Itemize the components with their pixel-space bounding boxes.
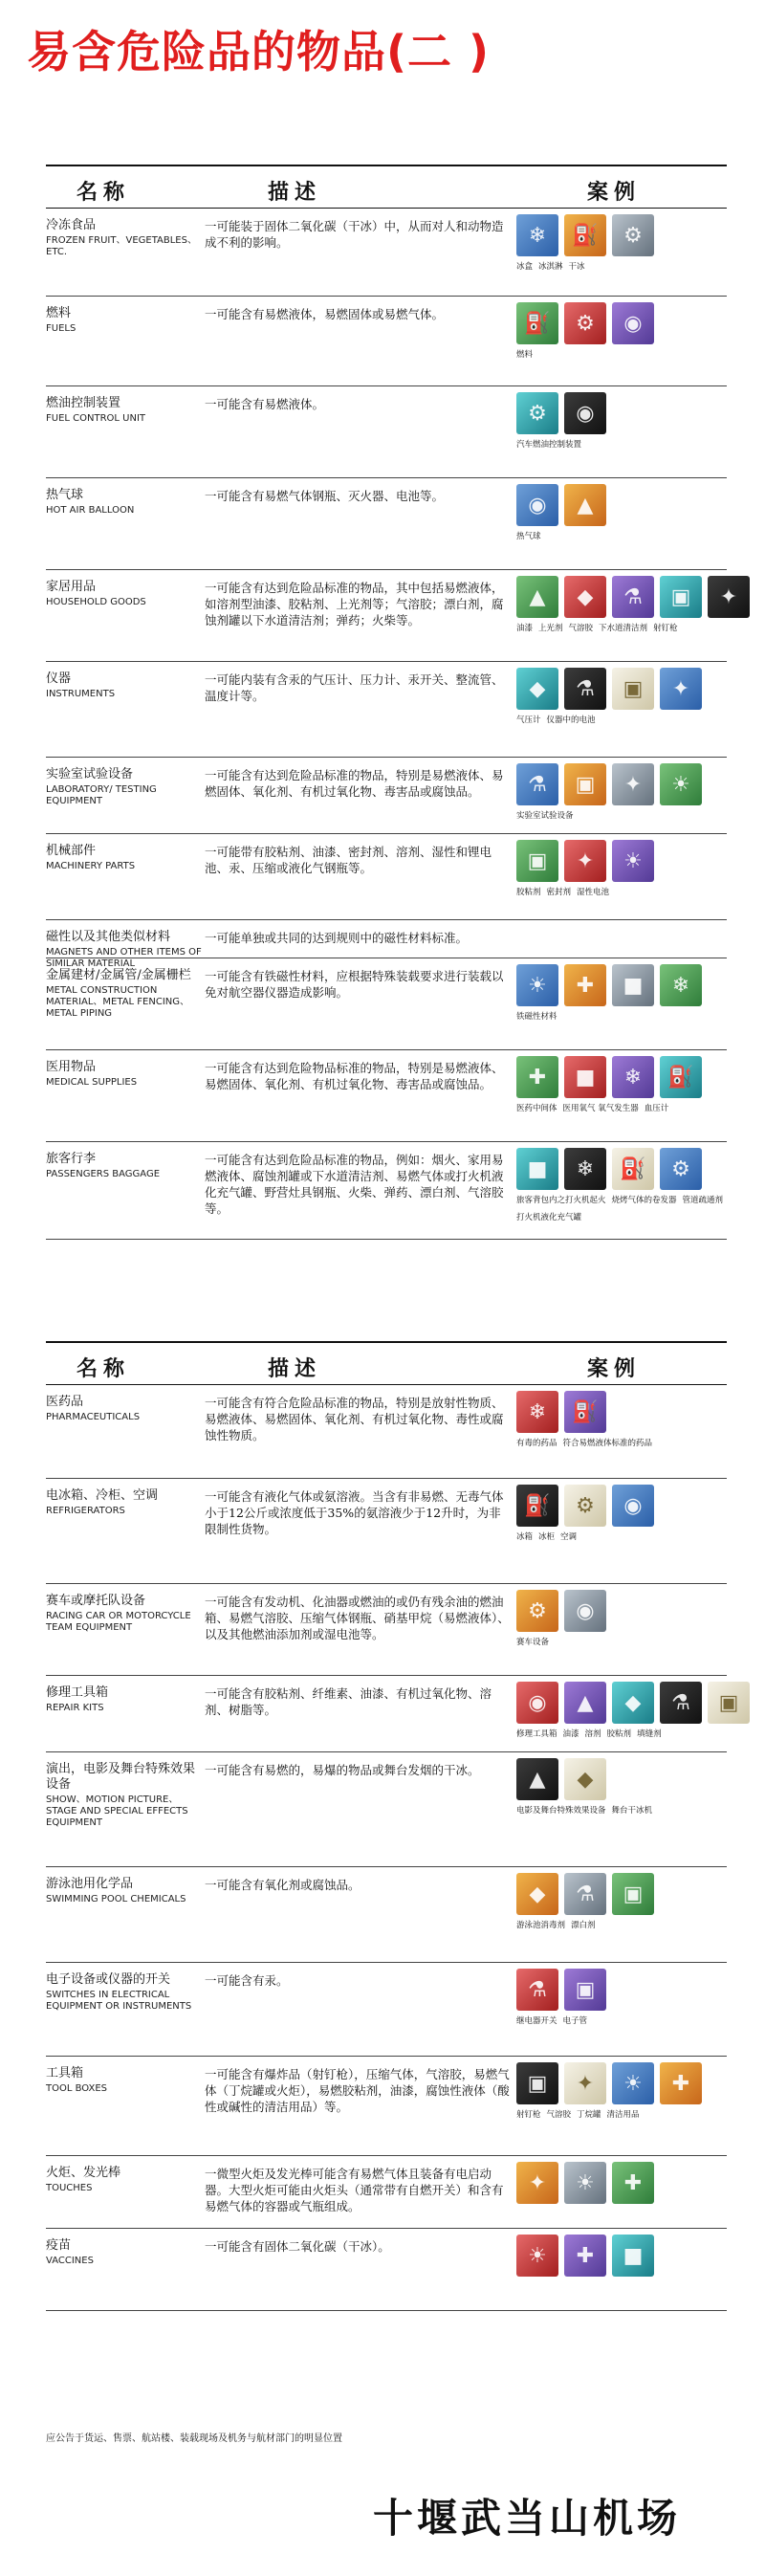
hazard-table-1 (46, 165, 738, 1240)
item-name-en: PASSENGERS BAGGAGE (46, 1169, 161, 1179)
glue-icon: ▣ (516, 840, 558, 882)
table-row (46, 1142, 727, 1240)
item-name (46, 488, 207, 517)
example-caption: 冰柜 (538, 1532, 556, 1542)
example-caption: 干冰 (568, 262, 585, 272)
caulk-icon: ▣ (708, 1682, 750, 1724)
fuel-control-unit-icon: ⚙ (516, 392, 558, 434)
nail-gun-icon: ✦ (708, 576, 750, 618)
vaccine-box-icon: ☀ (516, 2235, 558, 2277)
relay-switch-icon: ⚗ (516, 1969, 558, 2011)
example-images (516, 763, 727, 829)
item-description: 一可能含有达到危险物品标准的物品，特别是易燃液体、易燃固体、氧化剂、有机过氧化物、毒害品或腐蚀品。 (205, 1061, 504, 1091)
stage-effects-icon: ▲ (516, 1758, 558, 1800)
item-name (46, 2238, 207, 2267)
item-description: 一可能含有易燃液体，易燃固体或易燃气体。 (205, 307, 445, 321)
table-row (46, 920, 727, 969)
ice-cream-icon: ⛽ (564, 214, 606, 256)
item-description: 一可能单独或共同的达到规则中的磁性材料标准。 (205, 931, 469, 945)
table-row (46, 209, 727, 297)
cooler-box-icon: ■ (612, 2235, 654, 2277)
footnote: 应公告于货运、售票、航站楼、装载现场及机务与航材部门的明显位置 (46, 2433, 342, 2444)
toxic-drug-icon: ❄ (516, 1391, 558, 1433)
table-row (46, 1385, 727, 1479)
item-name-en: TOOL BOXES (46, 2083, 108, 2094)
item-name (46, 1594, 207, 1634)
item-name-cn: 游泳池用化学品 (46, 1877, 134, 1891)
item-name-en: MEDICAL SUPPLIES (46, 1077, 138, 1088)
item-name-en: SHOW、MOTION PICTURE、STAGE AND SPECIAL EFFECTS EQUIPMENT (46, 1794, 188, 1828)
item-description: 一可能含有达到危险品标准的物品，其中包括易燃液体，如溶剂型油漆、胶粘剂、上光剂等；气溶胶；漂白剂，腐蚀剂罐以下水道清洁剂；弹药；火柴等。 (205, 581, 504, 627)
item-description: 一可能含有铁磁性材料，应根据特殊装载要求进行装载以免对航空器仪器造成影响。 (205, 969, 504, 1000)
item-name-cn: 疫苗 (46, 2238, 72, 2253)
example-caption: 有毒的药品 (516, 1439, 557, 1448)
table-row (46, 478, 727, 570)
item-description: 一可能含有易燃液体。 (205, 397, 325, 411)
example-caption: 铁磁性材料 (516, 1012, 557, 1022)
example-caption: 医用氧气 氧气发生器 (562, 1104, 639, 1113)
item-name-cn: 电冰箱、冷柜、空调 (46, 1488, 159, 1503)
table-row (46, 1752, 727, 1867)
metal-ring-icon: ■ (612, 964, 654, 1006)
item-name (46, 672, 207, 700)
example-caption: 下水道清洁剂 (599, 624, 648, 633)
freezer-icon: ⚙ (564, 1485, 606, 1527)
curling-iron-icon: ❄ (564, 1148, 606, 1190)
example-images (516, 1682, 739, 1748)
barometer-icon: ◆ (516, 668, 558, 710)
example-images (516, 302, 727, 382)
item-name (46, 1762, 207, 1829)
butane-can-icon: ☀ (612, 2062, 654, 2104)
item-name (46, 2166, 207, 2194)
example-images (516, 2062, 727, 2151)
nail-gun-tool-icon: ▣ (516, 2062, 558, 2104)
horseshoe-magnet-icon: ✚ (564, 964, 606, 1006)
lighter-fuel-icon: ⚙ (564, 302, 606, 344)
item-name-cn: 工具箱 (46, 2066, 84, 2081)
example-caption: 溶剂 (584, 1729, 601, 1739)
item-name (46, 1877, 207, 1905)
item-name (46, 2066, 207, 2095)
item-name-cn: 燃油控制装置 (46, 396, 121, 410)
table-row (46, 2156, 727, 2229)
example-caption: 仪器中的电池 (546, 716, 596, 725)
example-images (516, 1873, 727, 1958)
example-caption: 填缝剂 (637, 1729, 662, 1739)
item-name-en: SWIMMING POOL CHEMICALS (46, 1894, 186, 1904)
item-name-cn: 电子设备或仪器的开关 (46, 1972, 171, 1987)
table-row (46, 2229, 727, 2311)
item-name (46, 1972, 207, 2013)
example-images (516, 1969, 727, 2052)
vacuum-tube-icon: ▣ (564, 1969, 606, 2011)
item-name-en: RACING CAR OR MOTORCYCLE TEAM EQUIPMENT (46, 1611, 191, 1633)
table-row (46, 2057, 727, 2156)
example-images (516, 1148, 727, 1235)
item-description: 一可能含有符合危险品标准的物品，特别是放射性物质、易燃液体、易燃固体、氧化剂、有机过氧化物、毒性或腐蚀性物质。 (205, 1396, 504, 1442)
item-description: 一可能含有胶粘剂、纤维素、油漆、有机过氧化物、溶剂、树脂等。 (205, 1686, 492, 1717)
example-images (516, 2162, 727, 2224)
example-images (516, 576, 738, 657)
example-caption: 冰盒 (516, 262, 534, 272)
item-description: 一可能含有爆炸品（射钉枪），压缩气体，气溶胶，易燃气体（丁烷罐或火炬），易燃胶粘剂，油漆，腐蚀性液体（酸性或碱性的清洁用品）等。 (205, 2067, 510, 2114)
example-caption: 热气球 (516, 532, 541, 541)
beaker-icon: ▣ (564, 763, 606, 805)
example-images (516, 926, 727, 954)
polish-icon: ◆ (564, 576, 606, 618)
example-images (516, 1590, 727, 1671)
table-row (46, 662, 727, 758)
item-name-cn: 修理工具箱 (46, 1685, 109, 1700)
sphygmomanometer-icon: ⛽ (660, 1056, 702, 1098)
item-description: 一可能装于固体二氧化碳（干冰）中，从而对人和动物造成不利的影响。 (205, 219, 504, 250)
item-name-cn: 医用物品 (46, 1060, 97, 1074)
example-caption: 空调 (560, 1532, 578, 1542)
example-caption: 油漆 (562, 1729, 579, 1739)
example-caption: 电子管 (562, 2016, 588, 2026)
example-caption: 燃料 (516, 350, 534, 360)
item-description: 一可能含有汞。 (205, 1973, 289, 1988)
item-name-cn: 机械部件 (46, 844, 97, 858)
item-name-en: FUELS (46, 323, 76, 334)
example-caption: 管道疏通剂 (682, 1196, 724, 1205)
example-caption: 修理工具箱 (516, 1729, 557, 1739)
table-row (46, 958, 727, 1050)
item-description: 一可能含有达到危险品标准的物品，例如：烟火、家用易燃液体、腐蚀剂罐或下水道清洁剂、易燃气体或打火机液化充气罐、野营灶具钢瓶、火柴、弹药、漂白剂、气溶胶等。 (205, 1153, 504, 1216)
item-name (46, 1685, 207, 1714)
item-description: 一可能带有胶粘剂、油漆、密封剂、溶剂、湿性和锂电池、汞、压缩或液化气钢瓶等。 (205, 845, 492, 875)
table-row (46, 758, 727, 834)
example-caption: 继电器开关 (516, 2016, 557, 2026)
wet-battery-icon: ☀ (612, 840, 654, 882)
glow-stick-icon: ☀ (564, 2162, 606, 2204)
example-caption: 赛车设备 (516, 1638, 550, 1647)
example-caption: 气溶胶 (546, 2110, 572, 2120)
example-images (516, 2235, 727, 2306)
example-images (516, 1391, 727, 1474)
item-name-cn: 火炬、发光棒 (46, 2166, 121, 2180)
item-name-cn: 实验室试验设备 (46, 767, 134, 782)
item-name-en: TOUCHES (46, 2183, 93, 2193)
table-row (46, 386, 727, 478)
item-name (46, 1488, 207, 1517)
example-caption: 射钉枪 (653, 624, 678, 633)
paint-can-icon: ▲ (564, 1682, 606, 1724)
example-caption: 血压计 (644, 1104, 669, 1113)
example-caption: 电影及舞台特殊效果设备 (516, 1806, 606, 1816)
race-car-icon: ⚙ (516, 1590, 558, 1632)
example-images (516, 1758, 727, 1862)
item-name (46, 396, 207, 425)
item-name (46, 1060, 207, 1089)
table-row (46, 1050, 727, 1142)
example-caption: 实验室试验设备 (516, 811, 574, 821)
item-name-en: LABORATORY/ TESTING EQUIPMENT (46, 784, 157, 806)
item-name-cn: 赛车或摩托队设备 (46, 1594, 146, 1608)
meter-icon: ▣ (612, 668, 654, 710)
oxygen-generator-icon: ❄ (612, 1056, 654, 1098)
item-name-en: INSTRUMENTS (46, 689, 116, 699)
airport-name: 十堰武当山机场 (373, 2495, 682, 2542)
header-case: 案例 (587, 180, 642, 205)
example-caption: 漂白剂 (571, 1921, 596, 1930)
sealant-icon: ✦ (564, 840, 606, 882)
red-flare-icon: ✚ (612, 2162, 654, 2204)
item-name-en: METAL CONSTRUCTION MATERIAL、METAL FENCING、METAL PIPING (46, 985, 190, 1019)
item-name-cn: 磁性以及其他类似材料 (46, 930, 171, 944)
item-name-en: HOUSEHOLD GOODS (46, 597, 146, 607)
example-images (516, 840, 727, 915)
example-caption: 游泳池消毒剂 (516, 1921, 566, 1930)
item-description: 一可能含有达到危险品标准的物品，特别是易燃液体、易燃固体、氧化剂、有机过氧化物、毒害品或腐蚀品。 (205, 768, 504, 799)
item-name-en: VACCINES (46, 2256, 94, 2266)
magnet-icon: ☀ (516, 964, 558, 1006)
air-conditioner-icon: ◉ (612, 1485, 654, 1527)
solvent-icon: ◆ (612, 1682, 654, 1724)
example-caption: 气溶胶 (568, 624, 594, 633)
table-row (46, 1963, 727, 2057)
item-name-en: REPAIR KITS (46, 1703, 104, 1713)
cleaner-icon: ✚ (660, 2062, 702, 2104)
example-images (516, 1485, 727, 1579)
swimming-pool-icon: ◆ (516, 1873, 558, 1915)
item-description: 一可能含有液化气体或氨溶液。当含有非易燃、无毒气体小于12公斤或浓度低于35%的氨溶液少于12升时，为非限制性货物。 (205, 1489, 504, 1536)
item-name-cn: 医药品 (46, 1395, 84, 1409)
table-row (46, 1867, 727, 1963)
example-caption: 烧烤气体的卷发器 (611, 1196, 677, 1205)
gas-cylinder-icon: ◉ (612, 302, 654, 344)
example-caption: 射钉枪 (516, 2110, 541, 2120)
lab-kit-icon: ☀ (660, 763, 702, 805)
table-row (46, 1479, 727, 1584)
gauge-icon: ⚗ (564, 668, 606, 710)
item-name-cn: 演出，电影及舞台特殊效果设备 (46, 1762, 196, 1792)
dry-ice-icon: ⚙ (612, 214, 654, 256)
item-name-en: SWITCHES IN ELECTRICAL EQUIPMENT OR INSTRUMENTS (46, 1990, 192, 2012)
example-caption: 气压计 (516, 716, 541, 725)
bleach-icon: ▣ (612, 1873, 654, 1915)
paint-icon: ▲ (516, 576, 558, 618)
item-description: 一微型火炬及发光棒可能含有易燃气体且装备有电启动器。大型火炬可能由火炬头（通常带有自燃开关）和含有易燃气体的容器或气瓶组成。 (205, 2167, 504, 2213)
flammable-drug-icon: ⛽ (564, 1391, 606, 1433)
pump-icon: ◉ (564, 392, 606, 434)
example-caption: 油漆 (516, 624, 534, 633)
item-description: 一可能含有易燃气体钢瓶、灭火器、电池等。 (205, 489, 445, 503)
example-images (516, 1056, 727, 1137)
table-header (46, 1341, 727, 1385)
pool-disinfectant-icon: ⚗ (564, 1873, 606, 1915)
example-caption: 丁烷罐 (577, 2110, 601, 2120)
item-description: 一可能含有易燃的，易爆的物品或舞台发烟的干冰。 (205, 1763, 480, 1777)
example-caption: 湿性电池 (577, 888, 610, 897)
example-caption: 打火机液化充气罐 (516, 1213, 582, 1222)
item-name (46, 218, 207, 258)
item-description: 一可能内装有含汞的气压计、压力计、汞开关、整流管、温度计等。 (205, 672, 504, 703)
header-desc: 描述 (268, 1356, 322, 1381)
example-images (516, 964, 727, 1046)
item-name-cn: 燃料 (46, 306, 72, 320)
example-images (516, 392, 727, 473)
example-caption: 符合易燃液体标准的药品 (562, 1439, 653, 1448)
balloon-burner-icon: ▲ (564, 484, 606, 526)
item-description: 一可能含有固体二氧化碳（干冰）。 (205, 2239, 390, 2254)
item-name-en: MACHINERY PARTS (46, 861, 136, 871)
medical-drum-icon: ✚ (516, 1056, 558, 1098)
example-caption: 密封剂 (546, 888, 572, 897)
example-caption: 医药中间体 (516, 1104, 557, 1113)
item-name (46, 968, 207, 1020)
item-name (46, 844, 207, 872)
smoke-machine-icon: ◆ (564, 1758, 606, 1800)
item-name-cn: 热气球 (46, 488, 84, 502)
table-row (46, 1676, 739, 1752)
item-name-cn: 仪器 (46, 672, 72, 686)
racing-gear-icon: ◉ (564, 1590, 606, 1632)
header-name: 名称 (76, 1356, 131, 1381)
example-images (516, 484, 727, 565)
example-caption: 胶粘剂 (606, 1729, 632, 1739)
header-case: 案例 (587, 1356, 642, 1381)
fuel-can-icon: ⛽ (516, 302, 558, 344)
flask-icon: ⚗ (516, 763, 558, 805)
item-description: 一可能含有氧化剂或腐蚀品。 (205, 1878, 361, 1892)
item-name-en: HOT AIR BALLOON (46, 505, 135, 516)
page-title: 易含危险品的物品(二 ) (27, 26, 491, 77)
example-caption: 冰淇淋 (538, 262, 563, 272)
item-name-cn: 家居用品 (46, 580, 97, 594)
table-header (46, 165, 727, 209)
example-caption: 上光剂 (538, 624, 563, 633)
drain-cleaner-icon: ▣ (660, 576, 702, 618)
torch-icon: ✦ (516, 2162, 558, 2204)
lighter-refill-icon: ⚙ (660, 1148, 702, 1190)
table-row (46, 834, 727, 920)
test-tube-icon: ✦ (612, 763, 654, 805)
item-name (46, 306, 207, 335)
example-caption: 清洁用品 (606, 2110, 640, 2120)
oxygen-cylinder-icon: ■ (564, 1056, 606, 1098)
table-row (46, 297, 727, 386)
item-name (46, 1152, 207, 1180)
item-name-en: PHARMACEUTICALS (46, 1412, 141, 1422)
example-caption: 胶粘剂 (516, 888, 541, 897)
item-name (46, 767, 207, 807)
item-name-en: FUEL CONTROL UNIT (46, 413, 146, 424)
item-description: 一可能含有发动机、化油器或燃油的或仍有残余油的燃油箱、易燃气溶胶、压缩气体钢瓶、硝基甲烷（易燃液体）、以及其他燃油添加剂或湿电池等。 (205, 1595, 510, 1641)
example-images (516, 214, 727, 292)
adhesive-icon: ⚗ (660, 1682, 702, 1724)
battery-instrument-icon: ✦ (660, 668, 702, 710)
vaccine-vial-icon: ✚ (564, 2235, 606, 2277)
item-name (46, 580, 207, 608)
header-desc: 描述 (268, 180, 322, 205)
spray-can-icon: ✦ (564, 2062, 606, 2104)
item-name-en: FROZEN FRUIT、VEGETABLES、ETC. (46, 235, 197, 257)
example-caption: 旅客背包内之打火机起火 (516, 1196, 606, 1205)
drain-opener-icon: ⛽ (612, 1148, 654, 1190)
hazard-table-2 (46, 1341, 739, 2311)
example-caption: 舞台干冰机 (611, 1806, 653, 1816)
example-images (516, 668, 727, 753)
header-name: 名称 (76, 180, 131, 205)
hot-air-balloon-icon: ◉ (516, 484, 558, 526)
item-name-cn: 冷冻食品 (46, 218, 97, 232)
table-row (46, 570, 738, 662)
aerosol-icon: ⚗ (612, 576, 654, 618)
item-name (46, 1395, 207, 1423)
repair-kit-icon: ◉ (516, 1682, 558, 1724)
metal-parts-icon: ❄ (660, 964, 702, 1006)
item-name-cn: 金属建材/金属管/金属栅栏 (46, 968, 191, 982)
backpack-icon: ■ (516, 1148, 558, 1190)
refrigerator-icon: ⛽ (516, 1485, 558, 1527)
example-caption: 冰箱 (516, 1532, 534, 1542)
example-caption: 汽车燃油控制装置 (516, 440, 582, 450)
item-name-cn: 旅客行李 (46, 1152, 97, 1166)
ice-box-icon: ❄ (516, 214, 558, 256)
item-name-en: MAGNETS AND OTHER ITEMS OF SIMILAR MATERIAL (46, 947, 202, 969)
item-name-en: REFRIGERATORS (46, 1506, 125, 1516)
table-row (46, 1584, 727, 1676)
